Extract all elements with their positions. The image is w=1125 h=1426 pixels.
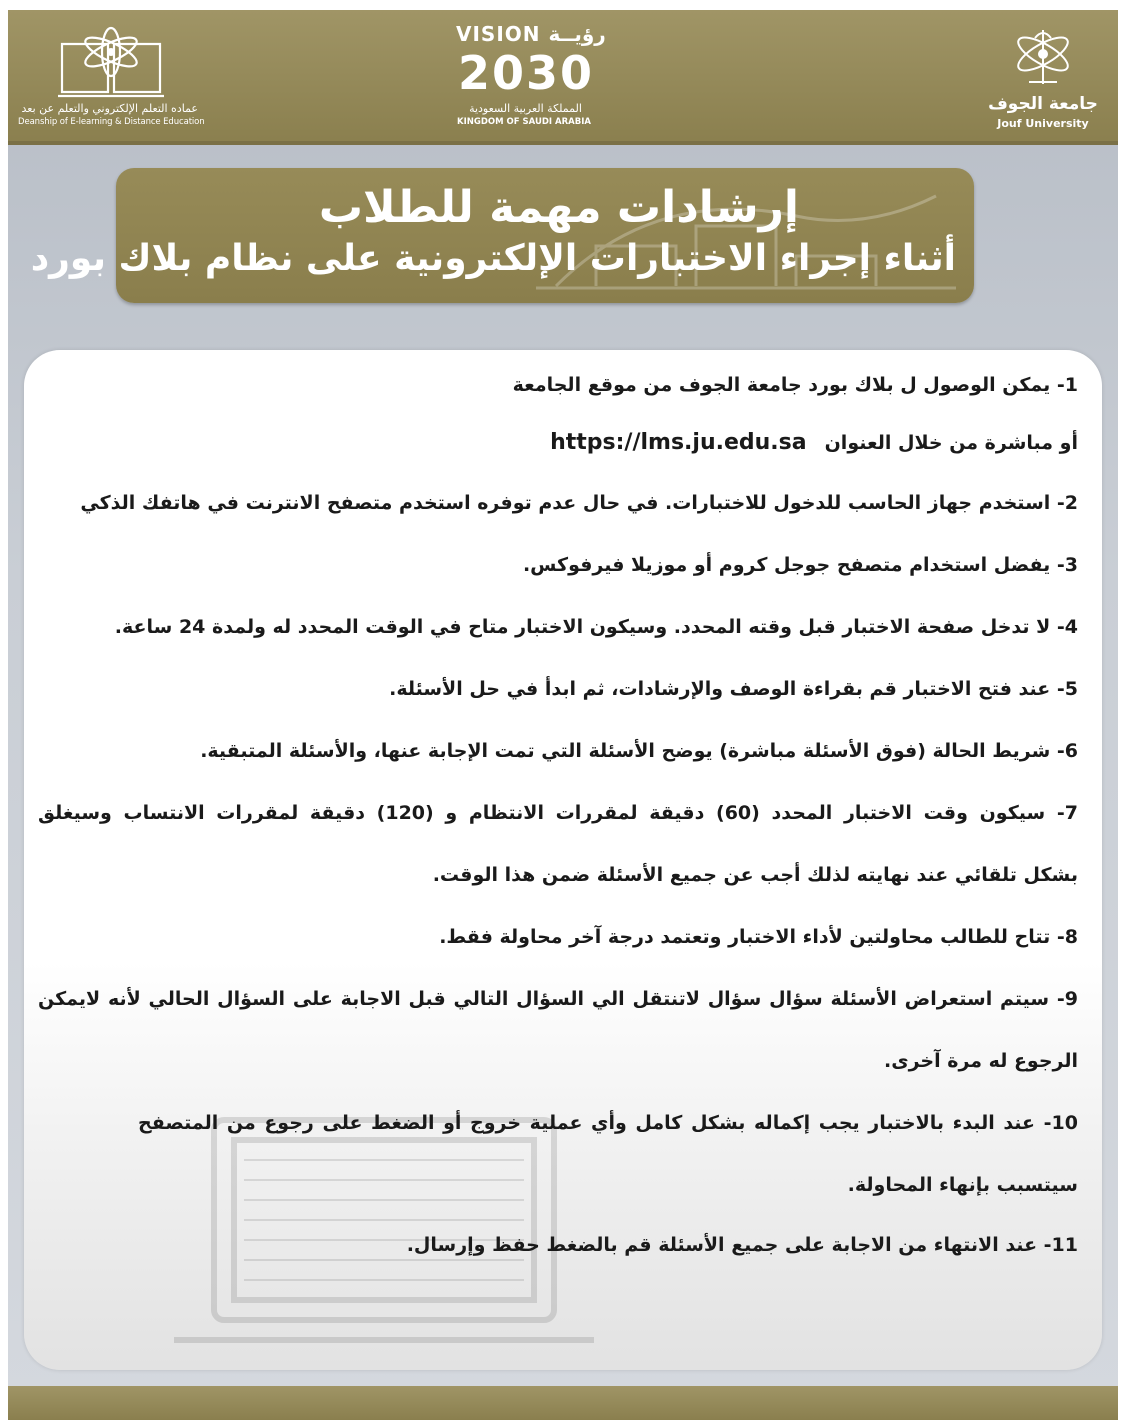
header-divider: [8, 141, 1118, 145]
vision-2030-logo: [448, 20, 606, 135]
instruction-10-continuation: سيتسبب بإنهاء المحاولة.: [847, 1174, 1078, 1196]
instruction-1-url-line: [38, 430, 1078, 455]
title-banner: [30, 168, 974, 303]
banner-title: إرشادات مهمة للطلاب: [318, 182, 799, 233]
banner-subtitle: أثناء إجراء الاختبارات الإلكترونية على نظام بلاك بورد: [30, 238, 956, 279]
open-book-atom-icon: [56, 22, 166, 100]
page: [8, 10, 1118, 1420]
instruction-3: 3- يفضل استخدام متصفح جوجل كروم أو موزيلا فيرفوكس.: [522, 554, 1078, 576]
vision-year: 2030: [458, 46, 595, 100]
university-name-arabic: جامعة الجوف: [988, 94, 1098, 114]
instruction-8: 8- تتاح للطالب محاولتين لأداء الاختبار وتعتمد درجة آخر محاولة فقط.: [439, 926, 1078, 948]
instruction-4: 4- لا تدخل صفحة الاختبار قبل وقته المحدد. وسيكون الاختبار متاح في الوقت المحدد له ولمدة 24 ساعة.: [114, 616, 1078, 638]
header: [8, 10, 1118, 145]
kingdom-name-arabic: المملكة العربية السعودية: [469, 102, 582, 115]
deanship-name-arabic: عماده التعلم الإلكتروني والتعلم عن بعد: [21, 102, 198, 115]
deanship-name-english: Deanship of E-learning & Distance Education: [18, 117, 205, 127]
instruction-9-continuation: الرجوع له مرة آخرى.: [883, 1050, 1078, 1072]
footer-bar: [8, 1386, 1118, 1420]
deanship-logo: [18, 20, 208, 130]
instruction-1-continuation: أو مباشرة من خلال العنوان: [824, 432, 1078, 454]
instruction-10: 10- عند البدء بالاختبار يجب إكماله بشكل كامل وأي عملية خروج أو الضغط على رجوع من المتصفح: [138, 1112, 1078, 1134]
kingdom-name-english: KINGDOM OF SAUDI ARABIA: [457, 117, 591, 127]
instruction-7: 7- سيكون وقت الاختبار المحدد (60) دقيقة لمقررات الانتظام و (120) دقيقة لمقررات الانتساب وسيغلق: [38, 802, 1078, 824]
university-emblem-icon: [1011, 24, 1075, 90]
university-logo: [983, 20, 1103, 135]
university-name-english: Jouf University: [997, 117, 1089, 130]
ru2ya-text: رؤيــة: [548, 22, 606, 46]
laptop-illustration-icon: [174, 1100, 594, 1360]
instruction-9: 9- سيتم استعراض الأسئلة سؤال سؤال لاتنتقل الي السؤال التالي قبل الاجابة على السؤال الحالي لأنه لايمكن: [38, 988, 1078, 1010]
lms-url-link[interactable]: https://lms.ju.edu.sa: [550, 430, 807, 455]
instruction-11: 11- عند الانتهاء من الاجابة على جميع الأسئلة قم بالضغط حفظ وإرسال.: [406, 1234, 1078, 1256]
instruction-6: 6- شريط الحالة (فوق الأسئلة مباشرة) يوضح الأسئلة التي تمت الإجابة عنها، والأسئلة المتبقية.: [200, 740, 1078, 762]
instruction-2: 2- استخدم جهاز الحاسب للدخول للاختبارات. في حال عدم توفره استخدم متصفح الانترنت في هاتفك الذكي: [80, 492, 1078, 514]
instruction-5: 5- عند فتح الاختبار قم بقراءة الوصف والإرشادات، ثم ابدأ في حل الأسئلة.: [389, 678, 1078, 700]
instruction-7-continuation: بشكل تلقائي عند نهايته لذلك أجب عن جميع الأسئلة ضمن هذا الوقت.: [432, 864, 1078, 886]
vision-label: [456, 22, 606, 46]
instruction-1: 1- يمكن الوصول ل بلاك بورد جامعة الجوف من موقع الجامعة: [512, 374, 1078, 396]
vision-text: VISION: [456, 22, 541, 46]
instructions-card: [24, 350, 1102, 1370]
